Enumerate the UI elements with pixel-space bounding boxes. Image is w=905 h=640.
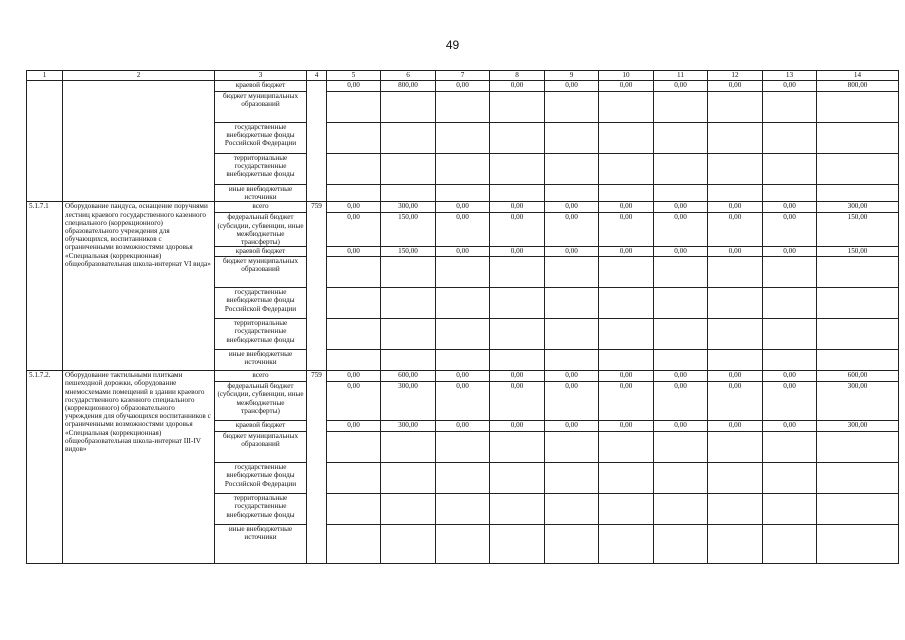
funding-source-cell: государственные внебюджетные фонды Российской Федерации (215, 123, 307, 154)
value-cell (654, 319, 708, 350)
value-cell: 0,00 (599, 247, 654, 257)
value-cell: 0,00 (708, 371, 763, 382)
header-cell: 7 (436, 71, 490, 81)
value-cell: 0,00 (763, 202, 817, 213)
value-cell (599, 350, 654, 371)
value-cell (654, 288, 708, 319)
value-cell: 0,00 (436, 81, 490, 92)
value-cell (654, 463, 708, 494)
value-cell (763, 494, 817, 525)
value-cell (381, 123, 436, 154)
value-cell (763, 92, 817, 123)
value-cell: 150,00 (817, 247, 899, 257)
value-cell: 0,00 (545, 421, 599, 432)
value-cell (817, 257, 899, 288)
value-cell (654, 525, 708, 564)
value-cell: 0,00 (490, 81, 545, 92)
value-cell (817, 350, 899, 371)
value-cell: 0,00 (436, 202, 490, 213)
value-cell (708, 288, 763, 319)
value-cell (381, 154, 436, 185)
value-cell (381, 463, 436, 494)
value-cell (817, 123, 899, 154)
value-cell: 0,00 (436, 213, 490, 247)
header-cell: 10 (599, 71, 654, 81)
value-cell: 300,00 (381, 202, 436, 213)
value-cell (436, 288, 490, 319)
value-cell: 0,00 (708, 247, 763, 257)
funding-source-cell: территориальные государственные внебюджетные фонды (215, 154, 307, 185)
value-cell (817, 432, 899, 463)
value-cell (436, 525, 490, 564)
funding-source-cell: территориальные государственные внебюджетные фонды (215, 494, 307, 525)
funding-source-cell: иные внебюджетные источники (215, 350, 307, 371)
value-cell (708, 123, 763, 154)
value-cell (763, 319, 817, 350)
value-cell (654, 92, 708, 123)
value-cell (436, 185, 490, 202)
value-cell (327, 463, 381, 494)
value-cell: 0,00 (654, 421, 708, 432)
item-description-cell: Оборудование пандуса, оснащение поручнями лестниц краевого государственного казенного специального (коррекционного) образовательного учреждения для обучающихся, воспитанников с ограниченными возможностями здоровья «Специальная (коррекционная) общеобразовательная школа-интернат VI вида» (63, 202, 215, 371)
value-cell (381, 350, 436, 371)
value-cell (763, 185, 817, 202)
value-cell: 0,00 (599, 382, 654, 421)
value-cell: 0,00 (490, 247, 545, 257)
value-cell (381, 257, 436, 288)
value-cell: 0,00 (763, 213, 817, 247)
value-cell (763, 350, 817, 371)
value-cell: 0,00 (490, 421, 545, 432)
value-cell: 0,00 (436, 421, 490, 432)
value-cell (381, 319, 436, 350)
value-cell: 0,00 (545, 202, 599, 213)
value-cell (599, 257, 654, 288)
funding-source-cell: бюджет муниципальных образований (215, 432, 307, 463)
value-cell (763, 288, 817, 319)
value-cell (490, 185, 545, 202)
value-cell (817, 319, 899, 350)
value-cell (327, 257, 381, 288)
header-cell: 5 (327, 71, 381, 81)
value-cell (708, 350, 763, 371)
value-cell (545, 525, 599, 564)
funding-source-cell: краевой бюджет (215, 247, 307, 257)
header-cell: 3 (215, 71, 307, 81)
value-cell: 0,00 (599, 421, 654, 432)
funding-source-cell: иные внебюджетные источники (215, 525, 307, 564)
table-row (27, 81, 899, 92)
table-row (27, 371, 899, 382)
value-cell (763, 123, 817, 154)
value-cell (327, 123, 381, 154)
value-cell: 0,00 (490, 371, 545, 382)
value-cell (654, 350, 708, 371)
value-cell: 0,00 (599, 213, 654, 247)
value-cell (763, 257, 817, 288)
value-cell: 800,00 (381, 81, 436, 92)
description-cell (63, 81, 215, 202)
value-cell (381, 494, 436, 525)
value-cell: 0,00 (436, 371, 490, 382)
value-cell: 0,00 (327, 213, 381, 247)
page-number: 49 (445, 38, 460, 52)
funding-source-cell: краевой бюджет (215, 421, 307, 432)
funding-source-cell: федеральный бюджет (субсидии, субвенции, иные межбюджетные трансферты) (215, 213, 307, 247)
column-number-header-row (27, 71, 899, 81)
header-cell: 4 (307, 71, 327, 81)
value-cell (708, 257, 763, 288)
value-cell (763, 525, 817, 564)
value-cell (545, 319, 599, 350)
value-cell: 800,00 (817, 81, 899, 92)
value-cell (599, 123, 654, 154)
value-cell: 0,00 (545, 81, 599, 92)
value-cell (490, 463, 545, 494)
value-cell (327, 525, 381, 564)
value-cell: 0,00 (763, 247, 817, 257)
value-cell (327, 288, 381, 319)
value-cell: 0,00 (599, 371, 654, 382)
funding-source-cell: краевой бюджет (215, 81, 307, 92)
value-cell (381, 92, 436, 123)
header-cell: 11 (654, 71, 708, 81)
header-cell: 1 (27, 71, 63, 81)
value-cell: 0,00 (708, 202, 763, 213)
value-cell: 0,00 (545, 382, 599, 421)
value-cell (763, 154, 817, 185)
value-cell (327, 494, 381, 525)
value-cell (654, 494, 708, 525)
value-cell: 0,00 (436, 247, 490, 257)
value-cell: 0,00 (599, 81, 654, 92)
value-cell (599, 319, 654, 350)
header-cell: 12 (708, 71, 763, 81)
value-cell (654, 257, 708, 288)
funding-source-cell: иные внебюджетные источники (215, 185, 307, 202)
value-cell (599, 525, 654, 564)
value-cell (436, 92, 490, 123)
header-cell: 9 (545, 71, 599, 81)
value-cell (327, 92, 381, 123)
value-cell (490, 288, 545, 319)
value-cell: 0,00 (545, 371, 599, 382)
value-cell (436, 350, 490, 371)
value-cell: 0,00 (327, 247, 381, 257)
value-cell (545, 257, 599, 288)
value-cell (545, 92, 599, 123)
value-cell (545, 432, 599, 463)
value-cell (708, 525, 763, 564)
value-cell: 0,00 (490, 202, 545, 213)
value-cell: 0,00 (654, 247, 708, 257)
value-cell: 300,00 (381, 382, 436, 421)
value-cell (763, 432, 817, 463)
value-cell: 150,00 (817, 213, 899, 247)
funding-source-cell: федеральный бюджет (субсидии, субвенции, иные межбюджетные трансферты) (215, 382, 307, 421)
value-cell: 0,00 (654, 213, 708, 247)
value-cell (599, 154, 654, 185)
value-cell: 0,00 (654, 382, 708, 421)
value-cell: 0,00 (327, 371, 381, 382)
value-cell: 0,00 (327, 382, 381, 421)
value-cell (545, 463, 599, 494)
header-cell: 14 (817, 71, 899, 81)
value-cell (708, 494, 763, 525)
value-cell (817, 463, 899, 494)
value-cell: 300,00 (381, 421, 436, 432)
value-cell (817, 185, 899, 202)
value-cell: 0,00 (654, 371, 708, 382)
value-cell (817, 288, 899, 319)
value-cell (327, 432, 381, 463)
funding-source-cell: бюджет муниципальных образований (215, 257, 307, 288)
value-cell (436, 463, 490, 494)
value-cell (436, 257, 490, 288)
value-cell (545, 350, 599, 371)
value-cell (654, 123, 708, 154)
table-row (27, 202, 899, 213)
value-cell: 0,00 (708, 382, 763, 421)
item-code-cell: 5.1.7.2. (27, 371, 63, 564)
value-cell (817, 494, 899, 525)
value-cell (381, 185, 436, 202)
value-cell (708, 92, 763, 123)
item-description-cell: Оборудование тактильными плитками пешеходной дорожки, оборудование мнемосхемами помещений в здании краевого государственного казенного специального (коррекционного) образовательного учреждения для обучающихся воспитанников с ограниченными возможностями здоровья «Специальная (коррекционная) общеобразовательная школа-интернат III-IV видов» (63, 371, 215, 564)
value-cell (327, 319, 381, 350)
value-cell: 300,00 (817, 382, 899, 421)
value-cell: 0,00 (327, 81, 381, 92)
value-cell: 0,00 (763, 382, 817, 421)
value-cell (545, 185, 599, 202)
header-cell: 6 (381, 71, 436, 81)
value-cell (490, 494, 545, 525)
value-cell (381, 525, 436, 564)
value-cell (381, 288, 436, 319)
value-cell (490, 432, 545, 463)
value-cell (817, 92, 899, 123)
value-cell: 0,00 (599, 202, 654, 213)
funding-source-cell: государственные внебюджетные фонды Российской Федерации (215, 463, 307, 494)
value-cell: 600,00 (381, 371, 436, 382)
code-cell (27, 81, 63, 202)
value-cell: 0,00 (490, 213, 545, 247)
value-cell (599, 288, 654, 319)
value-cell (654, 185, 708, 202)
item-code-cell: 5.1.7.1 (27, 202, 63, 371)
admin-code-cell (307, 81, 327, 202)
value-cell: 0,00 (763, 371, 817, 382)
value-cell (708, 463, 763, 494)
funding-source-cell: всего (215, 371, 307, 382)
value-cell (763, 463, 817, 494)
value-cell: 0,00 (763, 81, 817, 92)
value-cell (817, 154, 899, 185)
value-cell: 0,00 (654, 202, 708, 213)
value-cell (436, 123, 490, 154)
value-cell (708, 185, 763, 202)
value-cell (817, 525, 899, 564)
value-cell (327, 185, 381, 202)
value-cell (599, 92, 654, 123)
budget-table (26, 70, 899, 564)
value-cell: 600,00 (817, 371, 899, 382)
header-cell: 2 (63, 71, 215, 81)
value-cell (490, 92, 545, 123)
value-cell (545, 494, 599, 525)
value-cell (545, 123, 599, 154)
value-cell (490, 257, 545, 288)
funding-source-cell: бюджет муниципальных образований (215, 92, 307, 123)
value-cell: 0,00 (708, 213, 763, 247)
value-cell (327, 154, 381, 185)
value-cell: 0,00 (545, 247, 599, 257)
value-cell: 0,00 (490, 382, 545, 421)
value-cell: 300,00 (817, 421, 899, 432)
value-cell: 300,00 (817, 202, 899, 213)
value-cell (654, 154, 708, 185)
value-cell (708, 432, 763, 463)
value-cell (327, 350, 381, 371)
value-cell (436, 494, 490, 525)
funding-source-cell: всего (215, 202, 307, 213)
value-cell (545, 288, 599, 319)
value-cell: 0,00 (708, 81, 763, 92)
funding-source-cell: территориальные государственные внебюджетные фонды (215, 319, 307, 350)
value-cell: 150,00 (381, 247, 436, 257)
value-cell (599, 185, 654, 202)
header-cell: 8 (490, 71, 545, 81)
value-cell: 0,00 (327, 421, 381, 432)
value-cell: 0,00 (763, 421, 817, 432)
value-cell: 0,00 (654, 81, 708, 92)
value-cell (708, 154, 763, 185)
value-cell (490, 350, 545, 371)
value-cell (381, 432, 436, 463)
value-cell: 0,00 (545, 213, 599, 247)
value-cell (490, 154, 545, 185)
value-cell: 150,00 (381, 213, 436, 247)
value-cell (545, 154, 599, 185)
value-cell (436, 432, 490, 463)
value-cell (436, 319, 490, 350)
value-cell (599, 494, 654, 525)
value-cell (599, 432, 654, 463)
value-cell: 0,00 (436, 382, 490, 421)
value-cell (436, 154, 490, 185)
header-cell: 13 (763, 71, 817, 81)
funding-source-cell: государственные внебюджетные фонды Российской Федерации (215, 288, 307, 319)
value-cell: 0,00 (327, 202, 381, 213)
value-cell (490, 123, 545, 154)
value-cell (490, 319, 545, 350)
value-cell (599, 463, 654, 494)
value-cell (708, 319, 763, 350)
admin-code-cell: 759 (307, 202, 327, 371)
admin-code-cell: 759 (307, 371, 327, 564)
value-cell: 0,00 (708, 421, 763, 432)
value-cell (654, 432, 708, 463)
value-cell (490, 525, 545, 564)
